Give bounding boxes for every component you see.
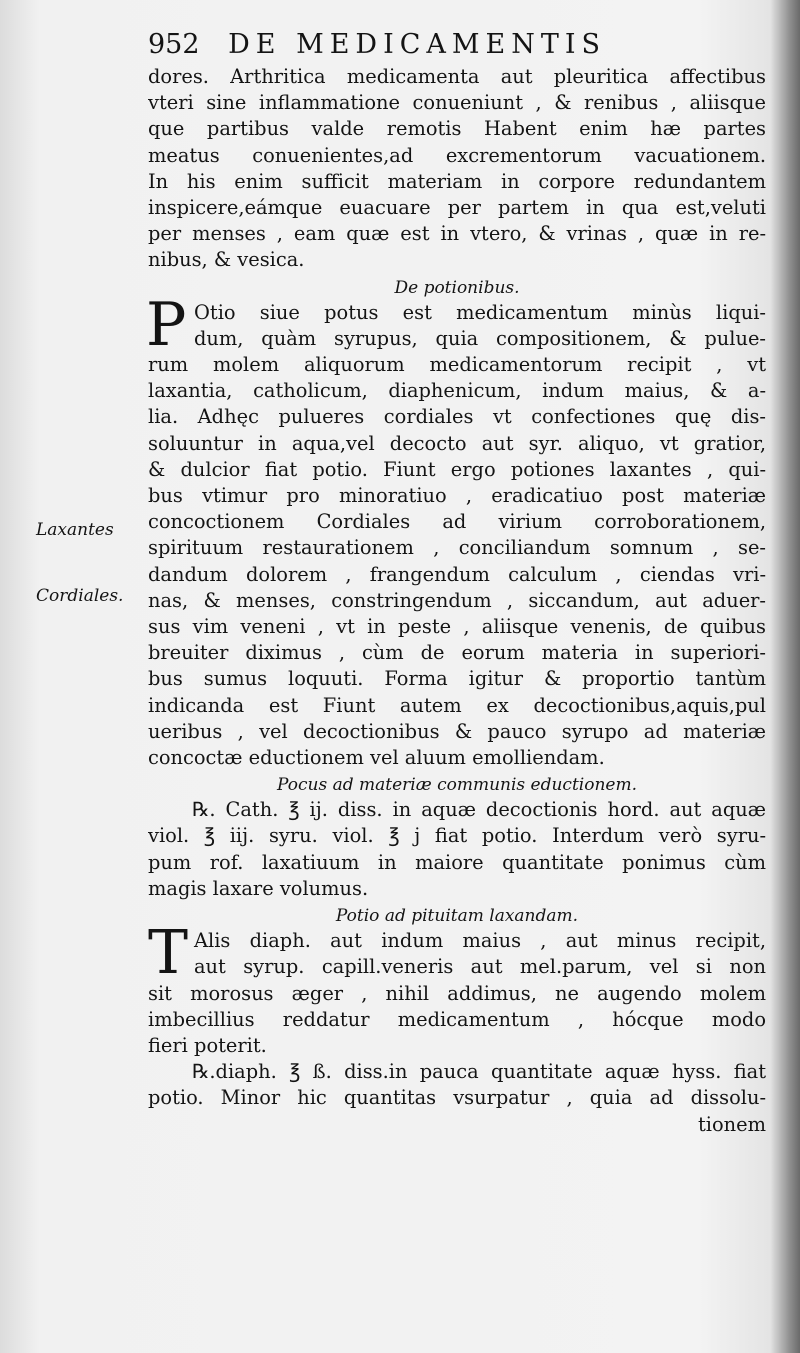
paragraph-pituita <box>148 918 766 1059</box>
text-line: viol. ℥ iij. syru. viol. ℥ j fiat potio. Interdum verò syru- <box>148 824 766 848</box>
text-line: concoctionem Cordiales ad virium corroborationem, <box>148 510 766 534</box>
text-line: sit morosus æger , nihil addimus, ne augendo molem <box>148 981 766 1005</box>
catchword: tionem <box>697 1112 766 1136</box>
text-line: sus vim veneni , vt in peste , aliisque venenis, de quibus <box>148 614 766 638</box>
text-line: dum, quàm syrupus, quia compositionem, & pulue- <box>194 326 766 350</box>
margin-note-laxantes: Laxantes <box>36 520 114 540</box>
text-line: soluuntur in aqua,vel decocto aut syr. aliquo, vt gratior, <box>148 431 766 455</box>
text-line: laxantia, catholicum, diaphenicum, indum maius, & a- <box>148 379 766 403</box>
text-line: ℞. Cath. ℥ ij. diss. in aquæ decoctionis hord. aut aquæ <box>192 798 766 822</box>
text-line: dores. Arthritica medicamenta aut pleuritica affectibus <box>148 65 766 88</box>
text-line: imbecillius reddatur medicamentum , hócque modo <box>148 1007 766 1031</box>
text-line: pum rof. laxatiuum in maiore quantitate ponimus cùm <box>148 850 766 874</box>
paragraph-potions <box>146 289 766 771</box>
text-line: Otio siue potus est medicamentum minùs liqui- <box>194 300 766 324</box>
text-line: bus vtimur pro minoratiuo , eradicatiuo post materiæ <box>148 484 766 507</box>
text-line: In his enim sufficit materiam in corpore redundantem <box>148 169 766 193</box>
text-line: fieri poterit. <box>148 1033 267 1057</box>
text-line: Alis diaph. aut indum maius , aut minus recipit, <box>194 929 766 953</box>
text-line: ℞.diaph. ℥ ß. diss.in pauca quantitate aquæ hyss. fiat <box>192 1060 766 1084</box>
drop-capital: T <box>148 918 189 989</box>
section-heading-eduction: Pocus ad materiæ communis eductionem. <box>276 775 637 796</box>
text-line: per menses , eam quæ est in vtero, & vrinas , quæ in re- <box>148 222 766 246</box>
text-line: que partibus valde remotis Habent enim hæ partes <box>148 117 766 141</box>
text-line: potio. Minor hic quantitas vsurpatur , quia ad dissolu- <box>148 1086 766 1110</box>
text-line: breuiter diximus , cùm de eorum materia in superiori- <box>148 641 766 665</box>
text-line: aut syrup. capill.veneris aut mel.parum, vel si non <box>194 955 766 979</box>
text-line: nas, & menses, constringendum , siccandum, aut aduer- <box>148 588 766 612</box>
body-text <box>148 64 766 1138</box>
text-line: meatus conuenientes,ad excrementorum vacuationem. <box>148 143 766 167</box>
drop-capital: P <box>146 289 187 360</box>
section-heading-pituita: Potio ad pituitam laxandam. <box>335 906 579 926</box>
text-line: nibus, & vesica. <box>148 248 305 272</box>
text-line: lia. Adhęc pulueres cordiales vt confectiones quę dis- <box>148 405 766 429</box>
text-line: inspicere,eámque euacuare per partem in qua est,veluti <box>148 195 766 219</box>
text-line: & dulcior fiat potio. Fiunt ergo potiones laxantes , qui- <box>148 457 766 481</box>
running-title: DE MEDICAMENTIS <box>228 29 607 60</box>
section-heading-potions: De potionibus. <box>394 277 520 298</box>
text-line: concoctæ eductionem vel aluum emolliendam. <box>148 745 605 769</box>
running-header <box>148 28 770 62</box>
text-line: vteri sine inflammatione conueniunt , & renibus , aliisque <box>148 91 766 115</box>
margin-note-cordiales: Cordiales. <box>36 586 124 606</box>
text-line: ueribus , vel decoctionibus & pauco syrupo ad materiæ <box>148 719 766 743</box>
text-line: magis laxare volumus. <box>148 876 369 900</box>
text-line: rum molem aliquorum medicamentorum recipit , vt <box>148 353 766 377</box>
page-number: 952 <box>148 29 200 60</box>
text-line: indicanda est Fiunt autem ex decoctionibus,aquis,pul <box>148 693 766 717</box>
text-line: bus sumus loquuti. Forma igitur & proportio tantùm <box>148 667 766 691</box>
text-line: dandum dolorem , frangendum calculum , ciendas vri- <box>148 562 766 586</box>
text-line: spirituum restaurationem , conciliandum somnum , se- <box>148 536 766 560</box>
